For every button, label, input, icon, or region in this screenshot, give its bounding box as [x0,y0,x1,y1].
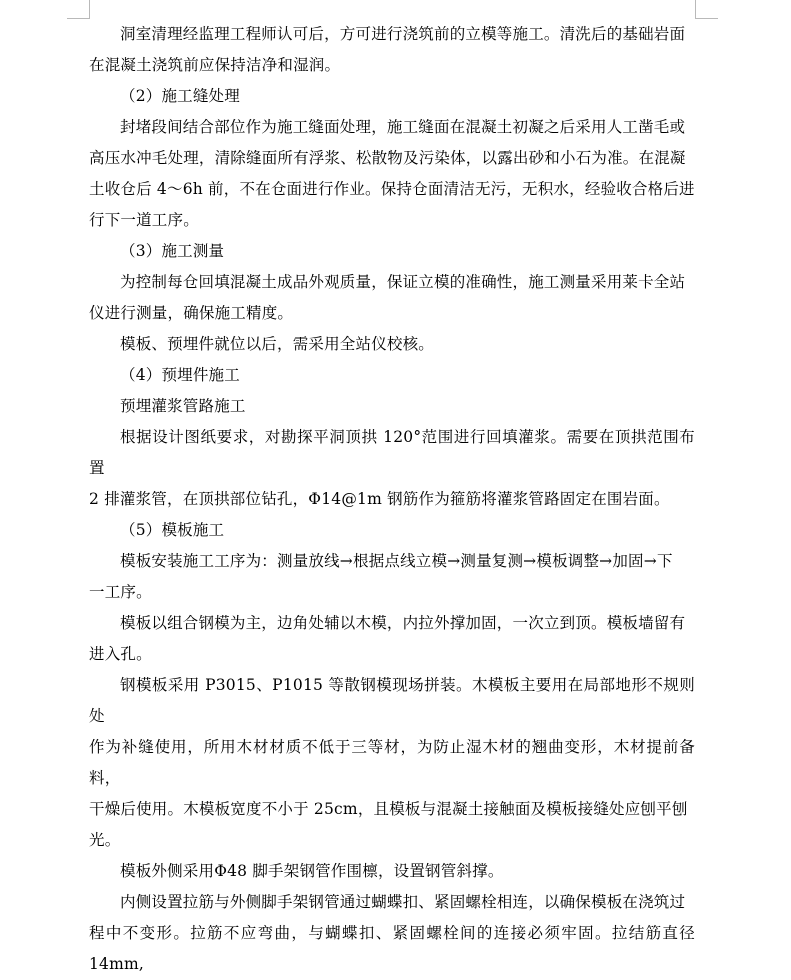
body-paragraph [89,267,695,329]
text-line: （5）模板施工 [120,521,225,539]
text-line: 进入孔。 [89,645,152,663]
text-line: 程中不变形。拉筋不应弯曲，与蝴蝶扣、紧固螺栓间的连接必须牢固。拉结筋直径 14mm, [89,924,695,973]
text-line: 为控制每仓回填混凝土成品外观质量，保证立模的准确性，施工测量采用莱卡全站 [120,273,686,291]
text-line: 预埋灌浆管路施工 [120,397,246,415]
top-right-crop-mark [695,0,718,19]
text-line: 光。 [89,831,121,849]
text-line: 土收仓后 4～6h 前，不在仓面进行作业。保持仓面清洁无污，无积水，经验收合格后进 [89,180,695,198]
text-line: （2）施工缝处理 [120,87,240,105]
text-line: （3）施工测量 [120,242,225,260]
text-line: 作为补缝使用，所用木材材质不低于三等材，为防止湿木材的翘曲变形，木材提前备料， [89,738,695,787]
body-paragraph [89,391,695,422]
text-line: 钢模板采用 P3015、P1015 等散钢模现场拼装。木模板主要用在局部地形不规则处 [89,676,695,725]
body-paragraph [89,670,695,856]
text-line: 仪进行测量，确保施工精度。 [89,304,294,322]
text-line: 模板安装施工工序为：测量放线→根据点线立模→测量复测→模板调整→加固→下 [120,552,673,570]
section-heading [89,515,695,546]
text-line: 内侧设置拉筋与外侧脚手架钢管通过蝴蝶扣、紧固螺栓相连，以确保模板在浇筑过 [120,893,686,911]
body-paragraph [89,19,695,81]
section-heading [89,360,695,391]
section-heading [89,236,695,267]
top-left-crop-mark [67,0,90,19]
body-paragraph [89,887,695,980]
text-line: 根据设计图纸要求，对勘探平洞顶拱 120°范围进行回填灌浆。需要在顶拱范围布置 [89,428,695,477]
text-line: 干燥后使用。木模板宽度不小于 25cm，且模板与混凝土接触面及模板接缝处应刨平刨 [89,800,688,818]
text-line: 模板以组合钢模为主，边角处辅以木模，内拉外撑加固，一次立到顶。模板墙留有 [120,614,686,632]
body-paragraph [89,856,695,887]
text-line: 模板、预埋件就位以后，需采用全站仪校核。 [120,335,435,353]
text-line: 洞室清理经监理工程师认可后，方可进行浇筑前的立模等施工。清洗后的基础岩面 [120,25,686,43]
text-line: 封堵段间结合部位作为施工缝面处理，施工缝面在混凝土初凝之后采用人工凿毛或 [120,118,686,136]
text-line: 在混凝土浇筑前应保持洁净和湿润。 [89,56,341,74]
text-line: 模板外侧采用Φ48 脚手架钢管作围檩，设置钢管斜撑。 [120,862,504,880]
text-line: 行下一道工序。 [89,211,199,229]
body-paragraph [89,422,695,515]
body-paragraph [89,112,695,236]
document-body [89,19,695,980]
text-line: 高压水冲毛处理，清除缝面所有浮浆、松散物及污染体，以露出砂和小石为准。在混凝 [89,149,686,167]
section-heading [89,81,695,112]
body-paragraph [89,546,695,608]
body-paragraph [89,329,695,360]
text-line: 2 排灌浆管，在顶拱部位钻孔，Φ14@1m 钢筋作为箍筋将灌浆管路固定在围岩面。 [89,490,670,508]
text-line: 一工序。 [89,583,152,601]
body-paragraph [89,608,695,670]
text-line: （4）预埋件施工 [120,366,240,384]
